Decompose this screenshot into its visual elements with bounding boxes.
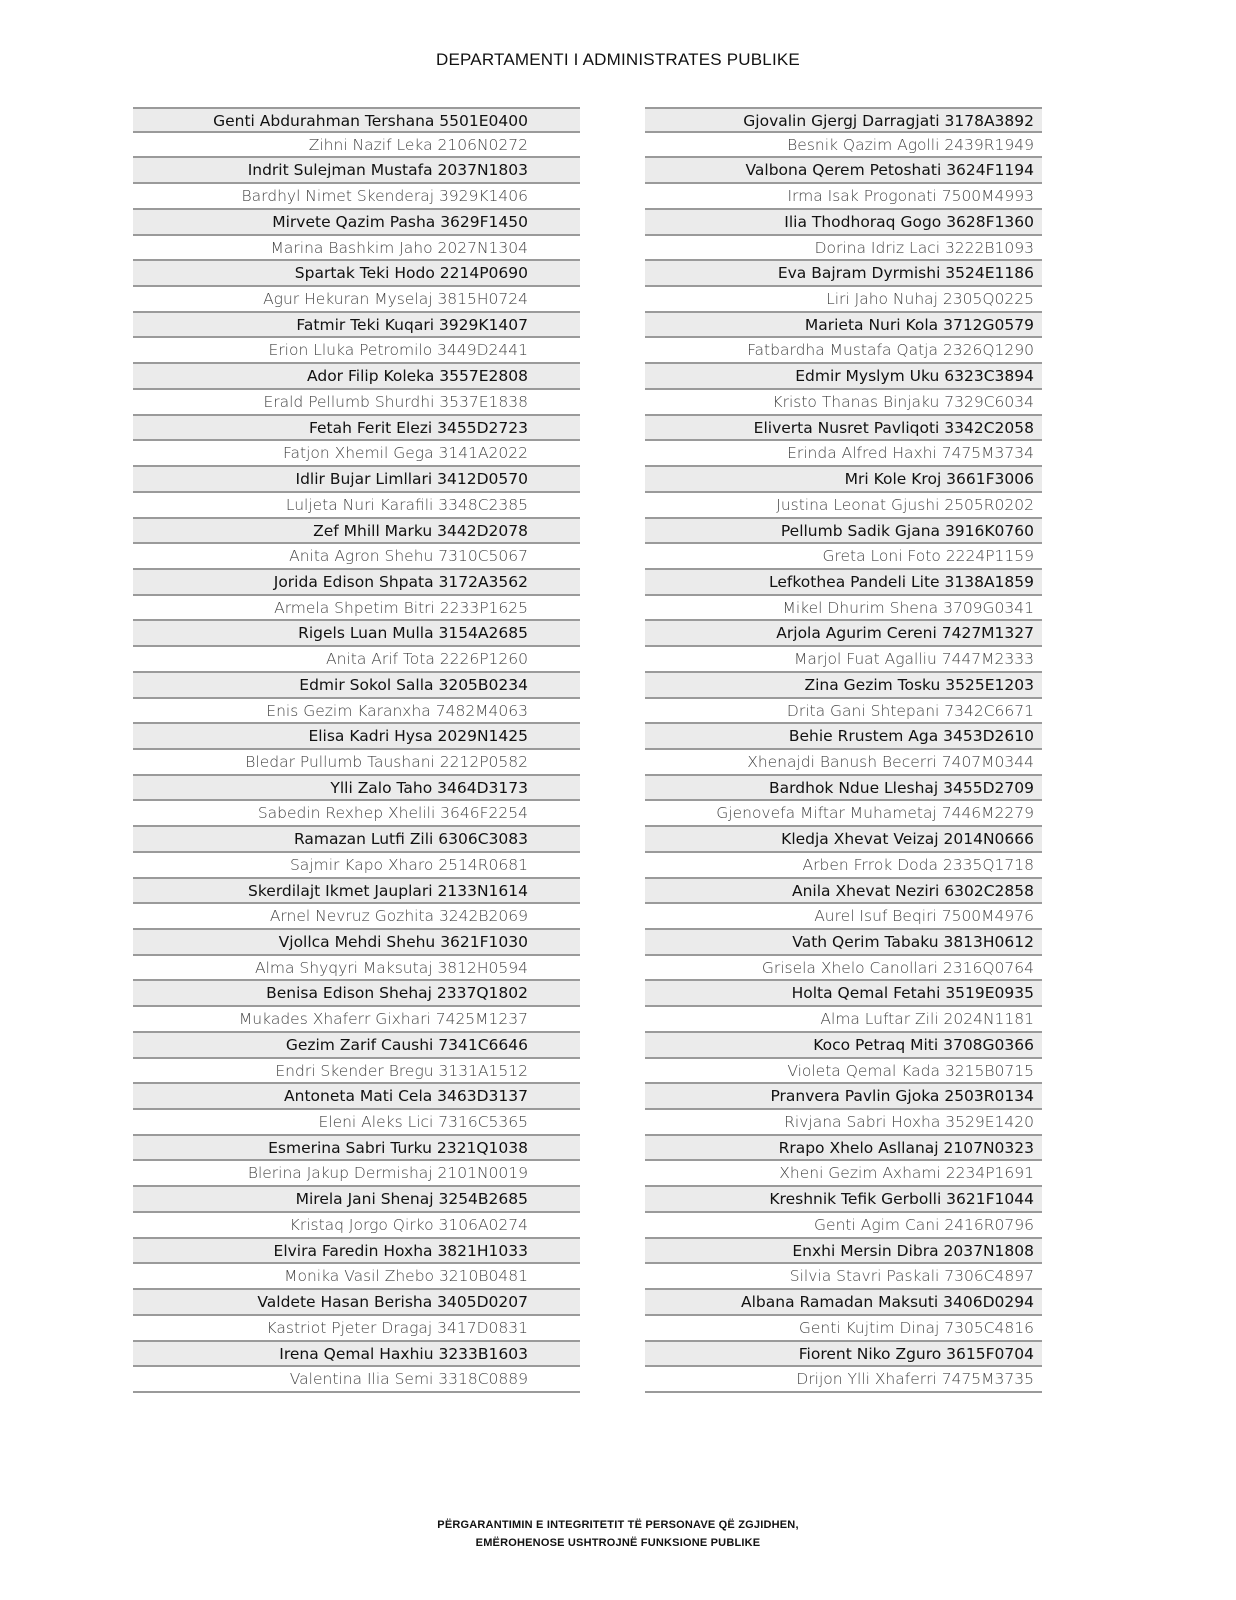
name-row: Pranvera Pavlin Gjoka 2503R0134 [645, 1084, 1042, 1110]
name-row: Vjollca Mehdi Shehu 3621F1030 [133, 930, 580, 956]
name-row: Arben Frrok Doda 2335Q1718 [645, 853, 1042, 879]
name-row: Arjola Agurim Cereni 7427M1327 [645, 621, 1042, 647]
name-row: Fatmir Teki Kuqari 3929K1407 [133, 313, 580, 339]
name-row: Liri Jaho Nuhaj 2305Q0225 [645, 287, 1042, 313]
name-row: Genti Kujtim Dinaj 7305C4816 [645, 1316, 1042, 1342]
name-row: Xheni Gezim Axhami 2234P1691 [645, 1161, 1042, 1187]
name-row: Rigels Luan Mulla 3154A2685 [133, 621, 580, 647]
right-name-column [645, 107, 1042, 1393]
name-row: Erinda Alfred Haxhi 7475M3734 [645, 441, 1042, 467]
name-row: Behie Rrustem Aga 3453D2610 [645, 724, 1042, 750]
name-row: Dorina Idriz Laci 3222B1093 [645, 236, 1042, 262]
name-row: Indrit Sulejman Mustafa 2037N1803 [133, 158, 580, 184]
name-row: Mikel Dhurim Shena 3709G0341 [645, 596, 1042, 622]
name-row: Blerina Jakup Dermishaj 2101N0019 [133, 1161, 580, 1187]
name-row: Lefkothea Pandeli Lite 3138A1859 [645, 570, 1042, 596]
name-row: Kristo Thanas Binjaku 7329C6034 [645, 390, 1042, 416]
name-row: Mri Kole Kroj 3661F3006 [645, 467, 1042, 493]
name-row: Endri Skender Bregu 3131A1512 [133, 1059, 580, 1085]
name-row: Anita Arif Tota 2226P1260 [133, 647, 580, 673]
name-row: Gjenovefa Miftar Muhametaj 7446M2279 [645, 801, 1042, 827]
name-row: Skerdilajt Ikmet Jauplari 2133N1614 [133, 879, 580, 905]
footer-line-1: PËRGARANTIMIN E INTEGRITETIT TË PERSONAVE QË ZGJIDHEN, [437, 1519, 799, 1531]
name-row: Kristaq Jorgo Qirko 3106A0274 [133, 1213, 580, 1239]
name-row: Ilia Thodhoraq Gogo 3628F1360 [645, 210, 1042, 236]
name-row: Erald Pellumb Shurdhi 3537E1838 [133, 390, 580, 416]
name-row: Gjovalin Gjergj Darragjati 3178A3892 [645, 107, 1042, 133]
name-row: Sajmir Kapo Xharo 2514R0681 [133, 853, 580, 879]
name-row: Anita Agron Shehu 7310C5067 [133, 544, 580, 570]
name-row: Holta Qemal Fetahi 3519E0935 [645, 981, 1042, 1007]
name-row: Kreshnik Tefik Gerbolli 3621F1044 [645, 1187, 1042, 1213]
name-row: Fatbardha Mustafa Qatja 2326Q1290 [645, 338, 1042, 364]
name-row: Idlir Bujar Limllari 3412D0570 [133, 467, 580, 493]
left-name-column [133, 107, 580, 1393]
name-row: Valentina Ilia Semi 3318C0889 [133, 1367, 580, 1393]
name-row: Alma Luftar Zili 2024N1181 [645, 1007, 1042, 1033]
name-row: Bardhok Ndue Lleshaj 3455D2709 [645, 776, 1042, 802]
name-row: Edmir Myslym Uku 6323C3894 [645, 364, 1042, 390]
name-row: Irma Isak Progonati 7500M4993 [645, 184, 1042, 210]
name-row: Erion Lluka Petromilo 3449D2441 [133, 338, 580, 364]
name-row: Mirvete Qazim Pasha 3629F1450 [133, 210, 580, 236]
name-row: Ylli Zalo Taho 3464D3173 [133, 776, 580, 802]
name-row: Kledja Xhevat Veizaj 2014N0666 [645, 827, 1042, 853]
name-row: Antoneta Mati Cela 3463D3137 [133, 1084, 580, 1110]
footer [0, 1516, 1236, 1552]
name-row: Elisa Kadri Hysa 2029N1425 [133, 724, 580, 750]
name-row: Rivjana Sabri Hoxha 3529E1420 [645, 1110, 1042, 1136]
name-row: Silvia Stavri Paskali 7306C4897 [645, 1264, 1042, 1290]
name-row: Bledar Pullumb Taushani 2212P0582 [133, 750, 580, 776]
name-row: Luljeta Nuri Karafili 3348C2385 [133, 493, 580, 519]
name-row: Zina Gezim Tosku 3525E1203 [645, 673, 1042, 699]
name-row: Mukades Xhaferr Gixhari 7425M1237 [133, 1007, 580, 1033]
name-row: Eva Bajram Dyrmishi 3524E1186 [645, 261, 1042, 287]
name-row: Koco Petraq Miti 3708G0366 [645, 1033, 1042, 1059]
name-row: Irena Qemal Haxhiu 3233B1603 [133, 1342, 580, 1368]
name-row: Genti Agim Cani 2416R0796 [645, 1213, 1042, 1239]
name-row: Greta Loni Foto 2224P1159 [645, 544, 1042, 570]
name-row: Violeta Qemal Kada 3215B0715 [645, 1059, 1042, 1085]
footer-line-2: EMËROHENOSE USHTROJNË FUNKSIONE PUBLIKE [475, 1537, 761, 1549]
name-row: Pellumb Sadik Gjana 3916K0760 [645, 519, 1042, 545]
name-row: Monika Vasil Zhebo 3210B0481 [133, 1264, 580, 1290]
name-row: Bardhyl Nimet Skenderaj 3929K1406 [133, 184, 580, 210]
name-row: Ador Filip Koleka 3557E2808 [133, 364, 580, 390]
name-row: Grisela Xhelo Canollari 2316Q0764 [645, 956, 1042, 982]
name-row: Valdete Hasan Berisha 3405D0207 [133, 1290, 580, 1316]
name-row: Marjol Fuat Agalliu 7447M2333 [645, 647, 1042, 673]
name-row: Kastriot Pjeter Dragaj 3417D0831 [133, 1316, 580, 1342]
name-row: Marina Bashkim Jaho 2027N1304 [133, 236, 580, 262]
name-row: Besnik Qazim Agolli 2439R1949 [645, 133, 1042, 159]
name-row: Gezim Zarif Caushi 7341C6646 [133, 1033, 580, 1059]
name-row: Sabedin Rexhep Xhelili 3646F2254 [133, 801, 580, 827]
name-row: Edmir Sokol Salla 3205B0234 [133, 673, 580, 699]
name-row: Eleni Aleks Lici 7316C5365 [133, 1110, 580, 1136]
name-row: Esmerina Sabri Turku 2321Q1038 [133, 1136, 580, 1162]
name-row: Spartak Teki Hodo 2214P0690 [133, 261, 580, 287]
name-row: Drita Gani Shtepani 7342C6671 [645, 699, 1042, 725]
name-row: Mirela Jani Shenaj 3254B2685 [133, 1187, 580, 1213]
name-row: Enxhi Mersin Dibra 2037N1808 [645, 1239, 1042, 1265]
name-row: Benisa Edison Shehaj 2337Q1802 [133, 981, 580, 1007]
name-row: Drijon Ylli Xhaferri 7475M3735 [645, 1367, 1042, 1393]
name-row: Albana Ramadan Maksuti 3406D0294 [645, 1290, 1042, 1316]
name-row: Fetah Ferit Elezi 3455D2723 [133, 416, 580, 442]
name-row: Justina Leonat Gjushi 2505R0202 [645, 493, 1042, 519]
name-row: Vath Qerim Tabaku 3813H0612 [645, 930, 1042, 956]
name-row: Rrapo Xhelo Asllanaj 2107N0323 [645, 1136, 1042, 1162]
name-row: Alma Shyqyri Maksutaj 3812H0594 [133, 956, 580, 982]
name-row: Anila Xhevat Neziri 6302C2858 [645, 879, 1042, 905]
name-row: Fatjon Xhemil Gega 3141A2022 [133, 441, 580, 467]
name-row: Ramazan Lutfi Zili 6306C3083 [133, 827, 580, 853]
name-row: Arnel Nevruz Gozhita 3242B2069 [133, 904, 580, 930]
name-row: Aurel Isuf Beqiri 7500M4976 [645, 904, 1042, 930]
name-row: Agur Hekuran Myselaj 3815H0724 [133, 287, 580, 313]
page-title: DEPARTAMENTI I ADMINISTRATES PUBLIKE [436, 50, 800, 69]
name-row: Xhenajdi Banush Becerri 7407M0344 [645, 750, 1042, 776]
name-row: Genti Abdurahman Tershana 5501E0400 [133, 107, 580, 133]
name-row: Jorida Edison Shpata 3172A3562 [133, 570, 580, 596]
name-row: Marieta Nuri Kola 3712G0579 [645, 313, 1042, 339]
name-row: Armela Shpetim Bitri 2233P1625 [133, 596, 580, 622]
name-row: Eliverta Nusret Pavliqoti 3342C2058 [645, 416, 1042, 442]
name-row: Zihni Nazif Leka 2106N0272 [133, 133, 580, 159]
name-row: Valbona Qerem Petoshati 3624F1194 [645, 158, 1042, 184]
name-row: Zef Mhill Marku 3442D2078 [133, 519, 580, 545]
name-row: Elvira Faredin Hoxha 3821H1033 [133, 1239, 580, 1265]
name-row: Fiorent Niko Zguro 3615F0704 [645, 1342, 1042, 1368]
name-row: Enis Gezim Karanxha 7482M4063 [133, 699, 580, 725]
